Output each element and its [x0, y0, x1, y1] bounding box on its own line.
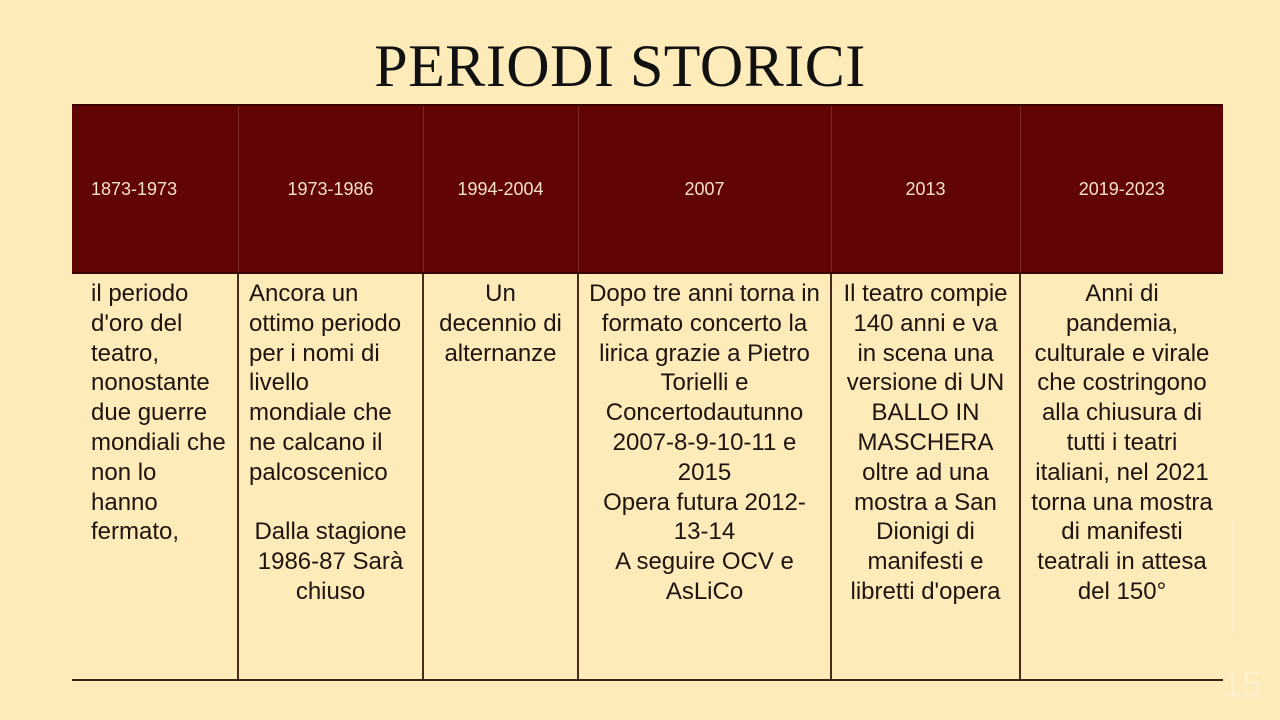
cell-period-1: il periodo d'oro del teatro, nonostante due guerre mondiali che non lo hanno fermato,: [72, 273, 238, 680]
slide-title: PERIODI STORICI: [374, 33, 866, 99]
page-number: 15: [1221, 664, 1262, 705]
cell-period-3: Un decennio di alternanze: [423, 273, 578, 680]
periods-table-container: [72, 104, 1223, 681]
table-header-row: [72, 105, 1223, 273]
cell-period-4: [578, 273, 831, 680]
cell-period-4-text-1: Dopo tre anni torna in formato concerto la lirica grazie a Pietro Torielli e Concertodautunno 2007-8-9-10-11 e 2015: [589, 280, 820, 486]
cell-period-5: Il teatro compie 140 anni e va in scena una versione di UN BALLO IN MASCHERA oltre ad una mostra a San Dionigi di manifesti e libretti d'opera: [831, 273, 1020, 680]
decorative-line: [1232, 515, 1246, 635]
table-row: [72, 273, 1223, 680]
periods-table: [72, 104, 1223, 681]
header-period-3: 1994-2004: [423, 105, 578, 273]
cell-period-2: [238, 273, 423, 680]
header-period-4: 2007: [578, 105, 831, 273]
cell-period-4-text-3: A seguire OCV e AsLiCo: [615, 548, 794, 605]
header-period-5: 2013: [831, 105, 1020, 273]
cell-period-2-text-2: Dalla stagione 1986-87 Sarà chiuso: [254, 518, 407, 605]
cell-period-6: Anni di pandemia, culturale e virale che costringono alla chiusura di tutti i teatri italiani, nel 2021 torna una mostra di manifesti teatrali in attesa del 150°: [1020, 273, 1223, 680]
header-period-2: 1973-1986: [238, 105, 423, 273]
cell-period-2-text-1: Ancora un ottimo periodo per i nomi di livello mondiale che ne calcano il palcoscenico: [249, 280, 402, 486]
header-period-1: 1873-1973: [72, 105, 238, 273]
cell-period-4-text-2: Opera futura 2012-13-14: [603, 488, 806, 546]
header-period-6: 2019-2023: [1020, 105, 1223, 273]
cell-period-2-spacer: [249, 488, 412, 518]
